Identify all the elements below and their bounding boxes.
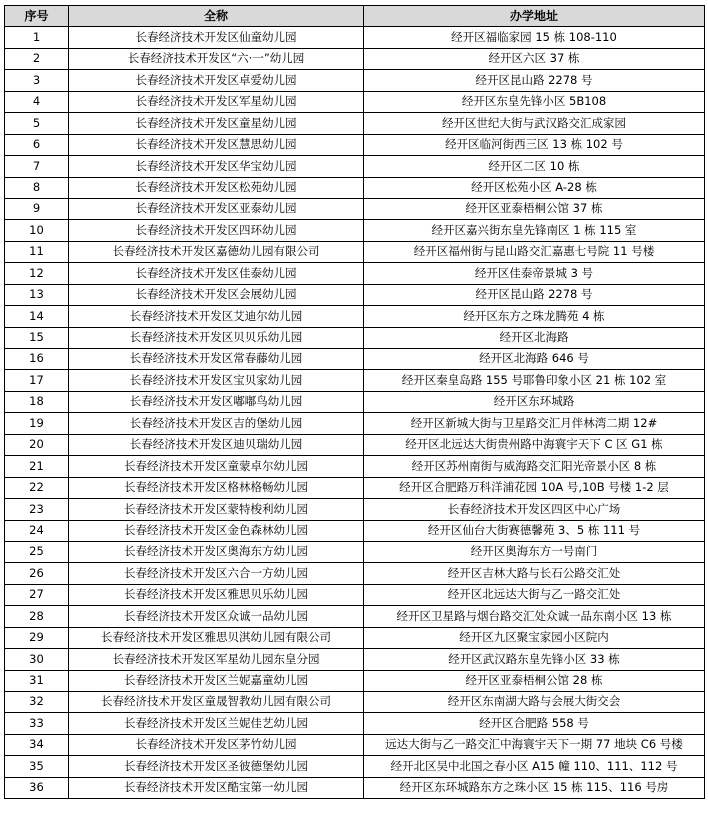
table-row	[5, 391, 705, 412]
cell-full-name: 长春经济技术开发区嘉德幼儿园有限公司	[69, 241, 364, 262]
table-row	[5, 370, 705, 391]
table-row	[5, 520, 705, 541]
table-row	[5, 413, 705, 434]
cell-full-name: 长春经济技术开发区军星幼儿园东皇分园	[69, 649, 364, 670]
cell-full-name: 长春经济技术开发区奥海东方幼儿园	[69, 541, 364, 562]
table-row	[5, 777, 705, 798]
table-row	[5, 156, 705, 177]
table-row	[5, 627, 705, 648]
cell-serial: 13	[5, 284, 69, 305]
cell-serial: 11	[5, 241, 69, 262]
table-row	[5, 499, 705, 520]
cell-serial: 4	[5, 91, 69, 112]
cell-full-name: 长春经济技术开发区圣彼德堡幼儿园	[69, 756, 364, 777]
cell-full-name: 长春经济技术开发区亚泰幼儿园	[69, 198, 364, 219]
table-row	[5, 456, 705, 477]
table-row	[5, 241, 705, 262]
cell-address: 经开区武汉路东皇先锋小区 33 栋	[364, 649, 705, 670]
table-header-row	[5, 6, 705, 27]
table-row	[5, 541, 705, 562]
cell-address: 经开区北远达大街与乙一路交汇处	[364, 584, 705, 605]
cell-full-name: 长春经济技术开发区六合一方幼儿园	[69, 563, 364, 584]
cell-serial: 34	[5, 734, 69, 755]
cell-full-name: 长春经济技术开发区佳泰幼儿园	[69, 263, 364, 284]
table-row	[5, 692, 705, 713]
cell-address: 经开区临河街西三区 13 栋 102 号	[364, 134, 705, 155]
cell-address: 经开区亚泰梧桐公馆 28 栋	[364, 670, 705, 691]
header-full-name: 全称	[69, 6, 364, 27]
cell-address: 经开区东皇先锋小区 5B108	[364, 91, 705, 112]
cell-full-name: 长春经济技术开发区华宝幼儿园	[69, 156, 364, 177]
cell-address: 经开北区吴中北国之春小区 A15 幢 110、111、112 号	[364, 756, 705, 777]
cell-address: 经开区合肥路 558 号	[364, 713, 705, 734]
cell-serial: 32	[5, 692, 69, 713]
table-row	[5, 27, 705, 48]
table-row	[5, 198, 705, 219]
cell-serial: 5	[5, 113, 69, 134]
table-row	[5, 713, 705, 734]
cell-address: 经开区二区 10 栋	[364, 156, 705, 177]
cell-address: 经开区北海路	[364, 327, 705, 348]
cell-full-name: 长春经济技术开发区慧思幼儿园	[69, 134, 364, 155]
table-row	[5, 477, 705, 498]
cell-serial: 21	[5, 456, 69, 477]
cell-full-name: 长春经济技术开发区四环幼儿园	[69, 220, 364, 241]
cell-serial: 24	[5, 520, 69, 541]
cell-full-name: 长春经济技术开发区众诚一品幼儿园	[69, 606, 364, 627]
cell-address: 经开区苏州南街与威海路交汇阳光帝景小区 8 栋	[364, 456, 705, 477]
table-row	[5, 306, 705, 327]
cell-address: 经开区佳泰帝景城 3 号	[364, 263, 705, 284]
table-row	[5, 584, 705, 605]
table-row	[5, 327, 705, 348]
cell-address: 经开区合肥路万科洋浦花园 10A 号,10B 号楼 1-2 层	[364, 477, 705, 498]
cell-full-name: 长春经济技术开发区迪贝瑞幼儿园	[69, 434, 364, 455]
cell-serial: 28	[5, 606, 69, 627]
table-row	[5, 649, 705, 670]
cell-full-name: 长春经济技术开发区童蒙卓尔幼儿园	[69, 456, 364, 477]
table-body	[5, 27, 705, 799]
cell-full-name: 长春经济技术开发区卓爱幼儿园	[69, 70, 364, 91]
cell-serial: 2	[5, 48, 69, 69]
cell-full-name: 长春经济技术开发区仙童幼儿园	[69, 27, 364, 48]
cell-full-name: 长春经济技术开发区格林格畅幼儿园	[69, 477, 364, 498]
cell-serial: 36	[5, 777, 69, 798]
cell-serial: 16	[5, 349, 69, 370]
cell-serial: 20	[5, 434, 69, 455]
cell-serial: 18	[5, 391, 69, 412]
cell-full-name: 长春经济技术开发区金色森林幼儿园	[69, 520, 364, 541]
cell-address: 经开区吉林大路与长石公路交汇处	[364, 563, 705, 584]
cell-address: 经开区亚泰梧桐公馆 37 栋	[364, 198, 705, 219]
cell-address: 长春经济技术开发区四区中心广场	[364, 499, 705, 520]
table-row	[5, 48, 705, 69]
cell-serial: 3	[5, 70, 69, 91]
cell-serial: 31	[5, 670, 69, 691]
cell-address: 经开区嘉兴街东皇先锋南区 1 栋 115 室	[364, 220, 705, 241]
cell-address: 经开区新城大街与卫星路交汇月伴林湾二期 12#	[364, 413, 705, 434]
table-row	[5, 263, 705, 284]
cell-serial: 14	[5, 306, 69, 327]
cell-address: 经开区东方之珠龙腾苑 4 栋	[364, 306, 705, 327]
cell-serial: 23	[5, 499, 69, 520]
cell-address: 远达大街与乙一路交汇中海寰宇天下一期 77 地块 C6 号楼	[364, 734, 705, 755]
cell-address: 经开区东环城路	[364, 391, 705, 412]
cell-full-name: 长春经济技术开发区艾迪尔幼儿园	[69, 306, 364, 327]
table-row	[5, 734, 705, 755]
cell-address: 经开区昆山路 2278 号	[364, 284, 705, 305]
cell-serial: 22	[5, 477, 69, 498]
cell-full-name: 长春经济技术开发区宝贝家幼儿园	[69, 370, 364, 391]
cell-full-name: 长春经济技术开发区酷宝第一幼儿园	[69, 777, 364, 798]
cell-address: 经开区九区聚宝家园小区院内	[364, 627, 705, 648]
cell-serial: 10	[5, 220, 69, 241]
table-row	[5, 70, 705, 91]
cell-serial: 25	[5, 541, 69, 562]
header-address: 办学地址	[364, 6, 705, 27]
cell-address: 经开区北海路 646 号	[364, 349, 705, 370]
cell-serial: 15	[5, 327, 69, 348]
cell-serial: 26	[5, 563, 69, 584]
table-row	[5, 434, 705, 455]
cell-full-name: 长春经济技术开发区松苑幼儿园	[69, 177, 364, 198]
cell-full-name: 长春经济技术开发区兰妮嘉童幼儿园	[69, 670, 364, 691]
cell-full-name: 长春经济技术开发区常春藤幼儿园	[69, 349, 364, 370]
cell-address: 经开区松苑小区 A-28 栋	[364, 177, 705, 198]
cell-serial: 12	[5, 263, 69, 284]
cell-full-name: 长春经济技术开发区会展幼儿园	[69, 284, 364, 305]
table-row	[5, 563, 705, 584]
cell-address: 经开区卫星路与烟台路交汇处众诚一品东南小区 13 栋	[364, 606, 705, 627]
cell-full-name: 长春经济技术开发区童晟智教幼儿园有限公司	[69, 692, 364, 713]
cell-serial: 6	[5, 134, 69, 155]
table-row	[5, 606, 705, 627]
cell-serial: 27	[5, 584, 69, 605]
table-row	[5, 91, 705, 112]
cell-address: 经开区六区 37 栋	[364, 48, 705, 69]
cell-serial: 8	[5, 177, 69, 198]
table-row	[5, 284, 705, 305]
table-row	[5, 220, 705, 241]
header-serial: 序号	[5, 6, 69, 27]
table-row	[5, 113, 705, 134]
table-row	[5, 177, 705, 198]
cell-address: 经开区东环城路东方之珠小区 15 栋 115、116 号房	[364, 777, 705, 798]
cell-address: 经开区秦皇岛路 155 号耶鲁印象小区 21 栋 102 室	[364, 370, 705, 391]
cell-address: 经开区福临家园 15 栋 108-110	[364, 27, 705, 48]
cell-address: 经开区世纪大街与武汉路交汇成家园	[364, 113, 705, 134]
cell-full-name: 长春经济技术开发区童星幼儿园	[69, 113, 364, 134]
kindergarten-table	[4, 5, 705, 799]
table-row	[5, 134, 705, 155]
cell-address: 经开区昆山路 2278 号	[364, 70, 705, 91]
cell-serial: 33	[5, 713, 69, 734]
cell-serial: 17	[5, 370, 69, 391]
cell-full-name: 长春经济技术开发区“六·一”幼儿园	[69, 48, 364, 69]
cell-serial: 19	[5, 413, 69, 434]
cell-full-name: 长春经济技术开发区吉的堡幼儿园	[69, 413, 364, 434]
cell-serial: 9	[5, 198, 69, 219]
table-row	[5, 670, 705, 691]
cell-full-name: 长春经济技术开发区蒙特梭利幼儿园	[69, 499, 364, 520]
cell-serial: 29	[5, 627, 69, 648]
cell-address: 经开区奥海东方一号南门	[364, 541, 705, 562]
cell-serial: 1	[5, 27, 69, 48]
cell-full-name: 长春经济技术开发区兰妮佳艺幼儿园	[69, 713, 364, 734]
table-row	[5, 756, 705, 777]
table-row	[5, 349, 705, 370]
cell-full-name: 长春经济技术开发区嘟嘟鸟幼儿园	[69, 391, 364, 412]
cell-serial: 35	[5, 756, 69, 777]
cell-full-name: 长春经济技术开发区茅竹幼儿园	[69, 734, 364, 755]
cell-serial: 30	[5, 649, 69, 670]
cell-address: 经开区福州街与昆山路交汇嘉惠七号院 11 号楼	[364, 241, 705, 262]
cell-full-name: 长春经济技术开发区军星幼儿园	[69, 91, 364, 112]
cell-serial: 7	[5, 156, 69, 177]
cell-address: 经开区东南湖大路与会展大街交会	[364, 692, 705, 713]
cell-full-name: 长春经济技术开发区雅思贝淇幼儿园有限公司	[69, 627, 364, 648]
cell-address: 经开区仙台大街赛德馨苑 3、5 栋 111 号	[364, 520, 705, 541]
cell-full-name: 长春经济技术开发区贝贝乐幼儿园	[69, 327, 364, 348]
cell-address: 经开区北远达大街贵州路中海寰宇天下 C 区 G1 栋	[364, 434, 705, 455]
cell-full-name: 长春经济技术开发区雅思贝乐幼儿园	[69, 584, 364, 605]
